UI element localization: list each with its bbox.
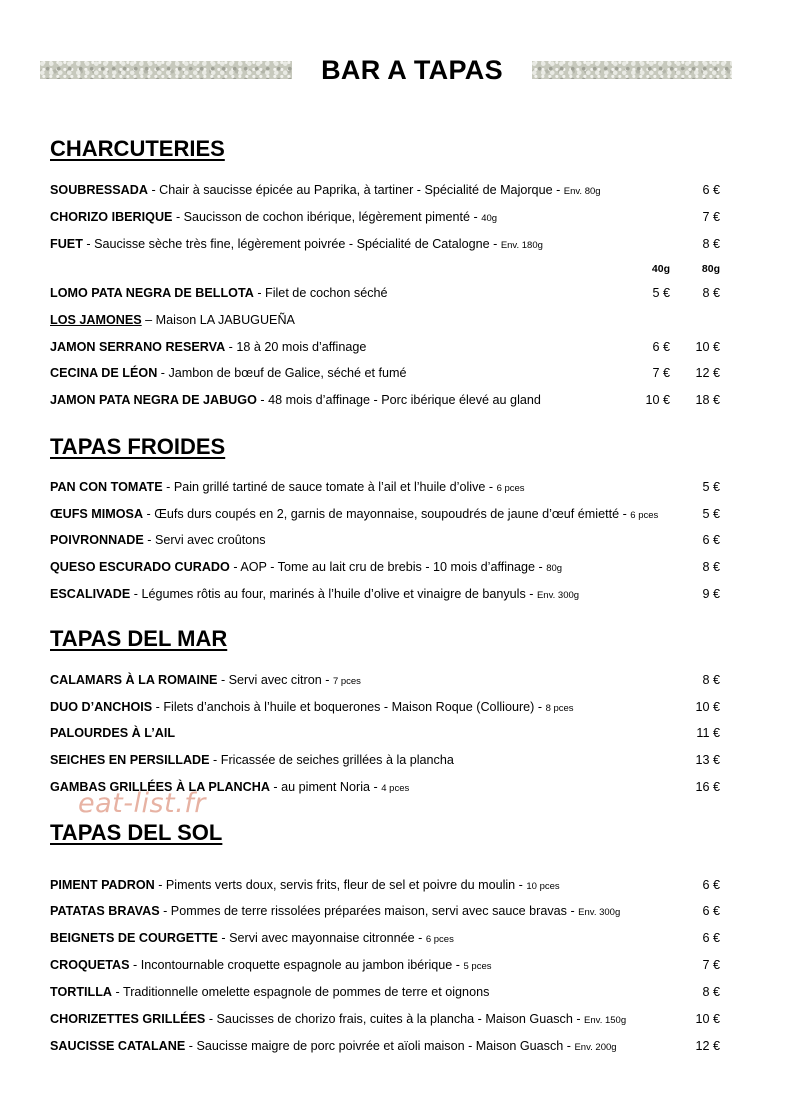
- page-title: BAR A TAPAS: [321, 55, 503, 85]
- item-desc: - Servi avec croûtons: [143, 533, 266, 547]
- item-name: SEICHES EN PERSILLADE: [50, 753, 210, 767]
- item-qty: 6 pces: [425, 934, 454, 945]
- menu-item: [50, 697, 722, 717]
- item-price-80g: 10 €: [695, 340, 720, 354]
- subheading-jamones: [50, 310, 722, 330]
- item-name: CHORIZETTES GRILLÉES: [50, 1012, 206, 1026]
- item-desc: - Saucisse maigre de porc poivrée et aïoli maison - Maison Guasch -: [185, 1039, 575, 1053]
- menu-item: [50, 207, 722, 227]
- weight-col-1: 40g: [651, 263, 670, 275]
- item-name: PIMENT PADRON: [50, 878, 155, 892]
- section-title: TAPAS FROIDES: [50, 434, 226, 459]
- menu-item: [50, 283, 722, 303]
- item-price-40g: 7 €: [652, 366, 670, 380]
- item-desc: - Saucisses de chorizo frais, cuites à la plancha - Maison Guasch -: [205, 1012, 585, 1026]
- menu-item: [50, 1009, 722, 1029]
- item-desc: - AOP - Tome au lait cru de brebis - 10 mois d’affinage -: [229, 560, 547, 574]
- item-desc: – Maison LA JABUGUEÑA: [141, 313, 295, 327]
- menu-item: [50, 928, 722, 948]
- item-name: PAN CON TOMATE: [50, 480, 163, 494]
- item-desc: - Servi avec citron -: [217, 673, 333, 687]
- item-desc: - Saucisse sèche très fine, légèrement poivrée - Spécialité de Catalogne -: [82, 237, 501, 251]
- mosaic-band-right: [532, 61, 732, 79]
- item-desc: - Filet de cochon séché: [253, 286, 388, 300]
- item-qty: 4 pces: [381, 783, 410, 794]
- item-desc: - Pommes de terre rissolées préparées maison, servi avec sauce bravas -: [159, 904, 579, 918]
- item-price: 6 €: [702, 183, 720, 197]
- item-qty: Env. 300g: [578, 907, 621, 918]
- item-name: PATATAS BRAVAS: [50, 904, 160, 918]
- item-price: 10 €: [695, 700, 720, 714]
- menu-item: [50, 234, 722, 254]
- item-desc: - au piment Noria -: [269, 780, 382, 794]
- item-price: 10 €: [695, 1012, 720, 1026]
- item-desc: - Chair à saucisse épicée au Paprika, à tartiner - Spécialité de Majorque -: [147, 183, 564, 197]
- menu-item: [50, 504, 722, 524]
- item-desc: - Piments verts doux, servis frits, fleur de sel et poivre du moulin -: [154, 878, 527, 892]
- item-name: CHORIZO IBERIQUE: [50, 210, 173, 224]
- item-price-40g: 5 €: [652, 286, 670, 300]
- item-price-40g: 10 €: [645, 393, 670, 407]
- item-price: 5 €: [702, 480, 720, 494]
- item-price-40g: 6 €: [652, 340, 670, 354]
- menu-item: [50, 982, 722, 1002]
- item-price: 11 €: [696, 726, 720, 740]
- item-qty: Env. 80g: [563, 186, 601, 197]
- item-name: LOS JAMONES: [50, 313, 142, 327]
- item-name: TORTILLA: [50, 985, 113, 999]
- watermark: eat-list.fr: [78, 788, 206, 819]
- item-desc: - Servi avec mayonnaise citronnée -: [217, 931, 426, 945]
- weight-header-row: [50, 259, 722, 279]
- item-price: 8 €: [702, 237, 720, 251]
- menu-item: [50, 875, 722, 895]
- item-desc: - 18 à 20 mois d’affinage: [225, 340, 367, 354]
- mosaic-band-left: [40, 61, 292, 79]
- item-name: DUO D’ANCHOIS: [50, 700, 153, 714]
- item-qty: 7 pces: [332, 676, 361, 687]
- item-price: 8 €: [702, 560, 720, 574]
- menu-item: [50, 180, 722, 200]
- item-desc: - Fricassée de seiches grillées à la plancha: [209, 753, 454, 767]
- item-desc: - Saucisson de cochon ibérique, légèrement pimenté -: [172, 210, 482, 224]
- item-price: 5 €: [702, 507, 720, 521]
- menu-item: [50, 1036, 722, 1056]
- item-desc: - Jambon de bœuf de Galice, séché et fumé: [157, 366, 407, 380]
- section-title: CHARCUTERIES: [50, 136, 225, 161]
- item-name: PALOURDES À L’AIL: [50, 726, 176, 740]
- item-name: ESCALIVADE: [50, 587, 131, 601]
- menu-item: [50, 557, 722, 577]
- menu-item: [50, 955, 722, 975]
- header: [40, 52, 732, 88]
- item-desc: - Œufs durs coupés en 2, garnis de mayonnaise, soupoudrés de jaune d’œuf émietté -: [143, 507, 631, 521]
- menu-item: [50, 390, 722, 410]
- item-qty: 8 pces: [545, 703, 574, 714]
- item-desc: - Filets d’anchois à l’huile et boquerones - Maison Roque (Collioure) -: [152, 700, 546, 714]
- item-name: ŒUFS MIMOSA: [50, 507, 144, 521]
- item-qty: 10 pces: [526, 881, 560, 892]
- menu-item: [50, 584, 722, 604]
- item-desc: - Incontournable croquette espagnole au jambon ibérique -: [129, 958, 464, 972]
- item-qty: 6 pces: [630, 510, 659, 521]
- item-qty: Env. 300g: [536, 590, 580, 601]
- item-name: POIVRONNADE: [50, 533, 144, 547]
- item-price: 7 €: [702, 958, 720, 972]
- item-price-80g: 12 €: [695, 366, 720, 380]
- item-qty: Env. 150g: [584, 1015, 627, 1026]
- menu-item: [50, 530, 722, 550]
- item-price-80g: 8 €: [702, 286, 720, 300]
- menu-item: [50, 901, 722, 921]
- item-price: 13 €: [695, 753, 720, 767]
- item-qty: 5 pces: [463, 961, 492, 972]
- item-desc: - Pain grillé tartiné de sauce tomate à l’ail et l’huile d’olive -: [162, 480, 497, 494]
- item-price: 7 €: [702, 210, 720, 224]
- item-name: JAMON SERRANO RESERVA: [50, 340, 226, 354]
- item-price: 8 €: [702, 985, 720, 999]
- item-name: CALAMARS À LA ROMAINE: [50, 673, 218, 687]
- item-name: CECINA DE LÉON: [50, 366, 158, 380]
- item-qty: Env. 180g: [500, 240, 543, 251]
- item-name: LOMO PATA NEGRA DE BELLOTA: [50, 286, 254, 300]
- menu-item: [50, 670, 722, 690]
- item-qty: 6 pces: [496, 483, 525, 494]
- item-price: 9 €: [702, 587, 720, 601]
- item-desc: - 48 mois d’affinage - Porc ibérique élevé au gland: [256, 393, 541, 407]
- item-name: JAMON PATA NEGRA DE JABUGO: [50, 393, 257, 407]
- item-name: GAMBAS GRILLÉES À LA PLANCHA: [50, 780, 270, 794]
- item-qty: 40g: [481, 213, 498, 224]
- item-price: 6 €: [702, 533, 720, 547]
- menu-item: [50, 337, 722, 357]
- item-price-80g: 18 €: [695, 393, 720, 407]
- section-title: TAPAS DEL MAR: [50, 626, 228, 651]
- item-price: 6 €: [702, 931, 720, 945]
- item-qty: 80g: [546, 563, 563, 574]
- weight-col-2: 80g: [701, 263, 720, 275]
- item-qty: Env. 200g: [574, 1042, 617, 1053]
- item-price: 6 €: [702, 878, 720, 892]
- item-price: 8 €: [702, 673, 720, 687]
- item-name: SAUCISSE CATALANE: [50, 1039, 186, 1053]
- item-price: 12 €: [695, 1039, 720, 1053]
- item-desc: - Traditionnelle omelette espagnole de pommes de terre et oignons: [112, 985, 490, 999]
- section-title: TAPAS DEL SOL: [50, 820, 223, 845]
- menu-item: [50, 750, 722, 770]
- menu-item: [50, 477, 722, 497]
- item-name: CROQUETAS: [50, 958, 130, 972]
- item-name: QUESO ESCURADO CURADO: [50, 560, 230, 574]
- item-desc: - Légumes rôtis au four, marinés à l’huile d’olive et vinaigre de banyuls -: [130, 587, 537, 601]
- menu-item: [50, 363, 722, 383]
- item-price: 16 €: [695, 780, 720, 794]
- item-name: SOUBRESSADA: [50, 183, 148, 197]
- item-name: BEIGNETS DE COURGETTE: [50, 931, 218, 945]
- menu-item: [50, 723, 722, 743]
- item-price: 6 €: [702, 904, 720, 918]
- item-name: FUET: [50, 237, 83, 251]
